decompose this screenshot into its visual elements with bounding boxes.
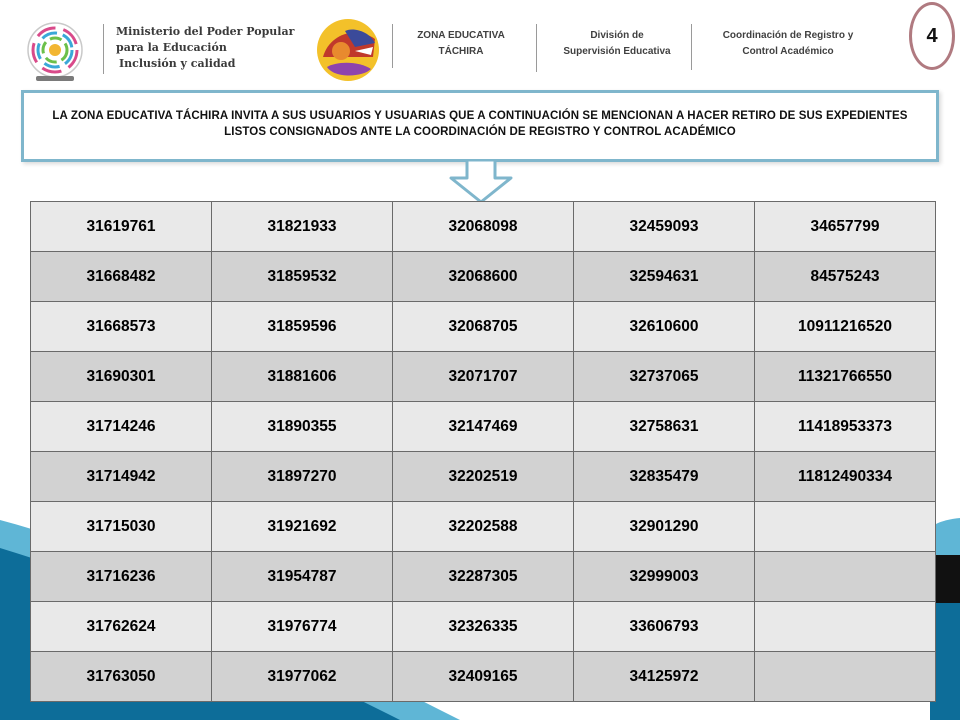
table-cell: 31881606: [212, 352, 393, 402]
header-bar: [0, 0, 960, 90]
table-cell: 31821933: [212, 202, 393, 252]
table-cell: 31859596: [212, 302, 393, 352]
table-cell: 32068705: [393, 302, 574, 352]
table-cell: 32068098: [393, 202, 574, 252]
down-arrow-icon: [445, 160, 517, 204]
table-row: [31, 402, 936, 452]
table-cell: 32737065: [574, 352, 755, 402]
table-row: [31, 352, 936, 402]
table-cell: 32459093: [574, 202, 755, 252]
table-cell: 84575243: [755, 252, 936, 302]
table-row: [31, 502, 936, 552]
table-cell: 31668573: [31, 302, 212, 352]
table-row: [31, 202, 936, 252]
table-row: [31, 252, 936, 302]
table-cell: 31859532: [212, 252, 393, 302]
table-cell: 32610600: [574, 302, 755, 352]
division-title: División de Supervisión Educativa: [563, 30, 671, 57]
table-cell: 31890355: [212, 402, 393, 452]
table-cell: 32999003: [574, 552, 755, 602]
table-cell: 11321766550: [755, 352, 936, 402]
page-number-badge: [909, 2, 955, 70]
table-cell: 31763050: [31, 652, 212, 702]
table-cell: 31714942: [31, 452, 212, 502]
notice-text: LA ZONA EDUCATIVA TÁCHIRA INVITA A SUS USUARIOS Y USUARIAS QUE A CONTINUACIÓN SE MENCIONAN A HACER RETIRO DE SUS EXPEDIENTES LISTOS CONSIGNADOS ANTE LA COORDINACIÓN DE REGISTRO Y CONTROL ACADÉMICO: [52, 110, 908, 138]
table-row: [31, 552, 936, 602]
table-cell: 32202519: [393, 452, 574, 502]
header-divider: [691, 24, 692, 70]
zone-emblem: [315, 17, 381, 83]
notice-banner: [21, 90, 939, 162]
header-divider: [536, 24, 537, 72]
ministry-name: Ministerio del Poder Popular para la Educación Inclusión y calidad: [116, 25, 295, 70]
table-cell: 32071707: [393, 352, 574, 402]
table-cell: [755, 552, 936, 602]
table-cell: 32835479: [574, 452, 755, 502]
table-cell: 31619761: [31, 202, 212, 252]
table-cell: [755, 502, 936, 552]
table-cell: 32758631: [574, 402, 755, 452]
table-cell: 31977062: [212, 652, 393, 702]
table-cell: 31715030: [31, 502, 212, 552]
table-row: [31, 452, 936, 502]
table-cell: 11812490334: [755, 452, 936, 502]
table-cell: 31921692: [212, 502, 393, 552]
table-cell: 32202588: [393, 502, 574, 552]
table-cell: 31976774: [212, 602, 393, 652]
table-cell: 31716236: [31, 552, 212, 602]
table-cell: 33606793: [574, 602, 755, 652]
records-table: [30, 201, 936, 702]
table-cell: 10911216520: [755, 302, 936, 352]
table-cell: 31690301: [31, 352, 212, 402]
table-cell: 31897270: [212, 452, 393, 502]
table-cell: 31954787: [212, 552, 393, 602]
header-divider: [103, 24, 104, 74]
table-row: [31, 652, 936, 702]
table-cell: 31714246: [31, 402, 212, 452]
table-cell: 32409165: [393, 652, 574, 702]
table-cell: 32287305: [393, 552, 574, 602]
coordination-title: Coordinación de Registro y Control Académico: [722, 30, 854, 57]
records-table-body: [31, 202, 936, 702]
page-number: 4: [926, 24, 938, 47]
header-divider: [392, 24, 393, 68]
table-cell: 32326335: [393, 602, 574, 652]
table-cell: 32594631: [574, 252, 755, 302]
ministry-logo: [26, 20, 84, 84]
table-cell: 34125972: [574, 652, 755, 702]
table-cell: 34657799: [755, 202, 936, 252]
table-cell: 11418953373: [755, 402, 936, 452]
zone-title: ZONA EDUCATIVA TÁCHIRA: [417, 30, 505, 57]
table-cell: 31762624: [31, 602, 212, 652]
table-cell: 31668482: [31, 252, 212, 302]
table-row: [31, 302, 936, 352]
table-cell: [755, 602, 936, 652]
table-cell: 32147469: [393, 402, 574, 452]
table-cell: 32068600: [393, 252, 574, 302]
table-cell: [755, 652, 936, 702]
table-row: [31, 602, 936, 652]
table-cell: 32901290: [574, 502, 755, 552]
